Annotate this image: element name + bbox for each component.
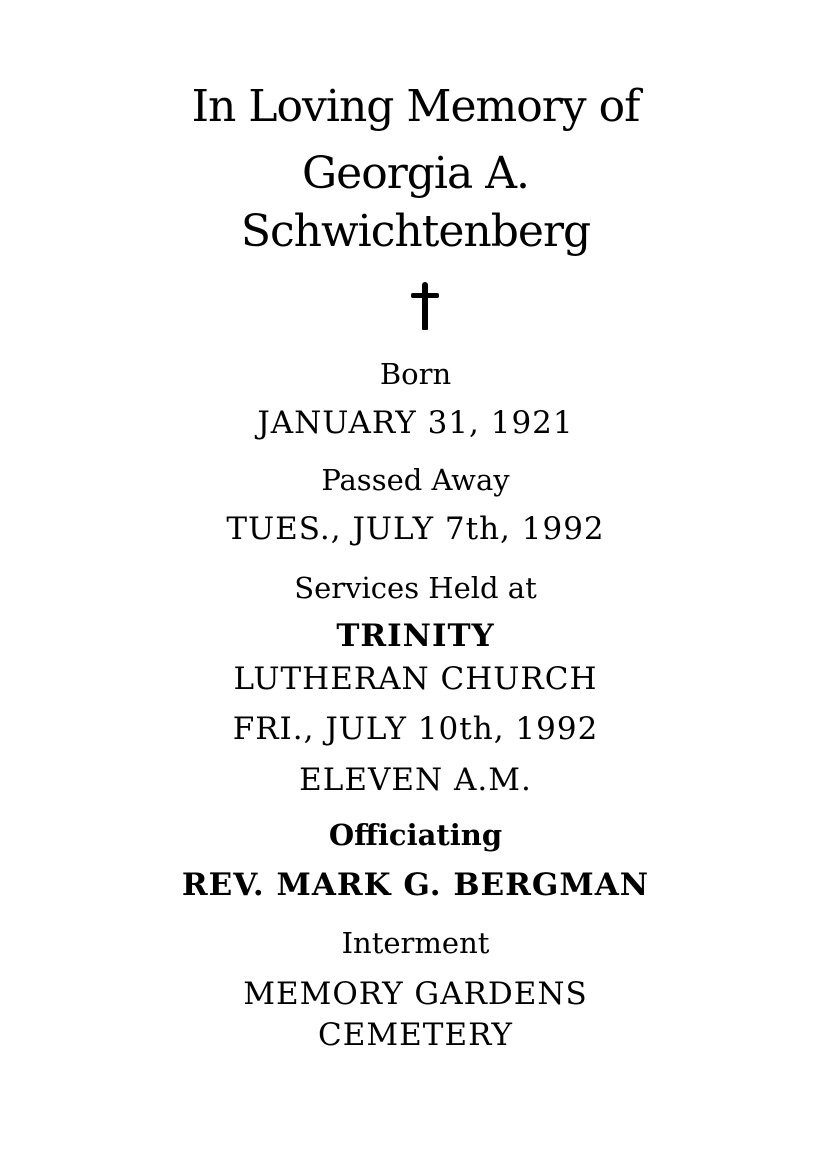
interment-label: Interment — [341, 926, 490, 960]
born-date: JANUARY 31, 1921 — [257, 405, 574, 441]
cemetery-name: MEMORY GARDENS — [243, 976, 588, 1012]
church-name: TRINITY — [336, 618, 495, 654]
officiating-label: Officiating — [328, 818, 503, 852]
church-type: LUTHERAN CHURCH — [233, 661, 598, 697]
officiant-name: REV. MARK G. BERGMAN — [181, 867, 650, 903]
services-label: Services Held at — [294, 571, 537, 605]
passed-away-date: TUES., JULY 7th, 1992 — [226, 511, 605, 547]
memorial-heading: In Loving Memory of — [191, 81, 640, 132]
born-label: Born — [379, 357, 452, 391]
deceased-last-name: Schwichtenberg — [240, 206, 591, 257]
cross-icon — [411, 282, 439, 330]
service-date: FRI., JULY 10th, 1992 — [232, 711, 599, 747]
deceased-first-name: Georgia A. — [302, 148, 529, 199]
cemetery-label: CEMETERY — [318, 1017, 513, 1053]
passed-away-label: Passed Away — [321, 463, 510, 497]
service-time: ELEVEN A.M. — [299, 762, 532, 798]
